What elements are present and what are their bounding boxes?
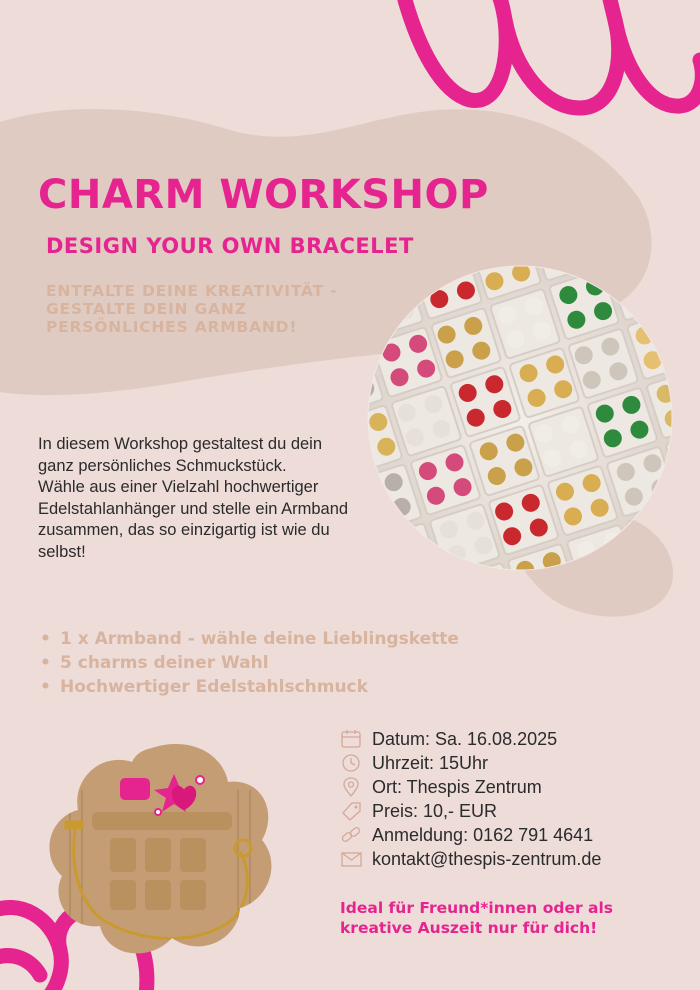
info-email <box>340 847 601 871</box>
charm-piece <box>647 282 670 305</box>
link-icon <box>340 825 364 845</box>
description-paragraph: In diesem Workshop gestaltest du dein ganz persönliches Schmuckstück. <box>38 435 323 475</box>
box-compartment <box>684 486 700 557</box>
clock-icon <box>340 753 364 773</box>
envelope-icon <box>340 849 364 869</box>
charm-piece <box>364 504 387 527</box>
box-compartment <box>449 563 520 634</box>
info-registration <box>340 823 601 847</box>
charm-piece <box>681 374 700 397</box>
bracelet-board-photo <box>40 730 290 970</box>
info-email-text[interactable]: kontakt@thespis-zentrum.de <box>372 848 602 869</box>
charm-piece <box>691 501 700 524</box>
charm-piece <box>356 479 379 502</box>
feature-item: • 5 charms deiner Wahl <box>38 651 459 675</box>
description <box>38 434 358 563</box>
pink-loops-top <box>405 0 700 108</box>
info-location-text: Ort: Thespis Zentrum <box>372 776 542 797</box>
charm-piece <box>319 361 342 384</box>
charm-piece <box>411 554 434 577</box>
info-price <box>340 799 601 823</box>
feature-item: • Hochwertiger Edelstahlschmuck <box>38 675 459 699</box>
charm-piece <box>668 340 691 363</box>
charm-piece <box>488 594 511 617</box>
info-time-text: Uhrzeit: 15Uhr <box>372 752 489 773</box>
feature-item: • 1 x Armband - wähle deine Lieblingskette <box>38 627 459 651</box>
info-date <box>340 727 601 751</box>
info-time <box>340 751 601 775</box>
page-subtitle: DESIGN YOUR OWN BRACELET <box>46 234 414 258</box>
charm-piece <box>385 563 408 586</box>
info-price-text: Preis: 10,- EUR <box>372 800 498 821</box>
charm-piece <box>689 399 700 422</box>
info-location <box>340 775 601 799</box>
charm-piece <box>327 386 350 409</box>
charm-piece <box>377 538 400 561</box>
info-registration-text[interactable]: Anmeldung: 0162 791 4641 <box>372 824 594 845</box>
charm-piece <box>660 315 683 338</box>
charm-piece <box>453 578 476 601</box>
charm-piece <box>656 512 679 535</box>
info-date-text: Datum: Sa. 16.08.2025 <box>372 728 558 749</box>
charm-piece <box>398 596 421 619</box>
calendar-icon <box>340 729 364 749</box>
charm-piece <box>480 570 503 593</box>
charm-piece <box>670 443 693 466</box>
charm-piece <box>696 434 700 457</box>
feature-list <box>38 627 459 699</box>
charm-piece <box>678 467 700 490</box>
price-tag-icon <box>340 801 364 821</box>
closing-note: Ideal für Freund*innen oder als kreative Auszeit nur für dich! <box>340 899 614 937</box>
charm-piece <box>461 603 484 626</box>
location-pin-icon <box>340 777 364 797</box>
description-paragraph: Wähle aus einer Vielzahl hochwertiger Edelstahlanhänger und stelle ein Armband zusammen, das so einzigartig ist wie du selbst! <box>38 478 349 561</box>
page-title: CHARM WORKSHOP <box>38 172 489 218</box>
tagline: ENTFALTE DEINE KREATIVITÄT - GESTALTE DEIN GANZ PERSÖNLICHES ARMBAND! <box>46 282 338 336</box>
event-info <box>340 727 601 871</box>
charm-piece <box>424 588 447 611</box>
